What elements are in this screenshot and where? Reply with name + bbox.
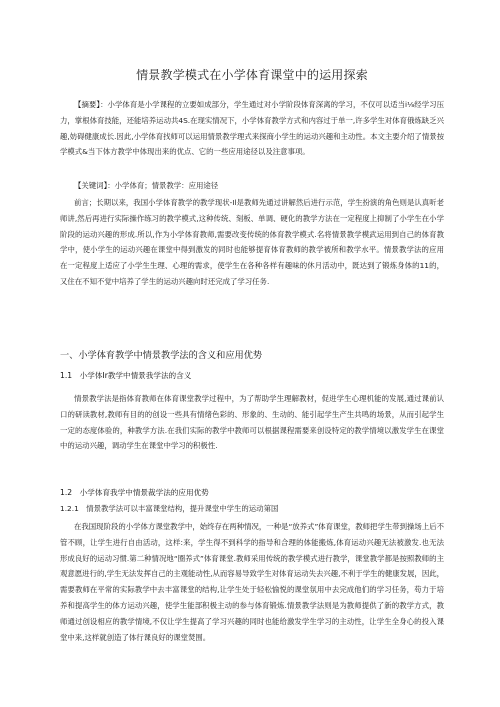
abstract-text: ：小学体育是小学课程的立要如成部分，学生通过对小学阶段体育深离的学习，不仅可以适当i⅛经学习压力，掌根体育技能，还能培养运动共4S.在现实情况下，小学体育教学方式和内容过于单一,许多学生对体育俄炼缺乏兴趣,妨碍健康成长.因此,小学体育找师可以运用情景教学理式来探商小学生的运动兴趣和主动性。本文主要介绍了情景按学模式&当下体方教学中体现出来的优点、它的一些应用途径以及注意事项。 — [60, 100, 444, 157]
page-title: 情景教学模式在小学体育课堂中的运用探索 — [136, 68, 368, 82]
keywords-label: 【关键词】 — [74, 181, 108, 190]
section-1-1-text: 情景教学法是指体育教师在体育课堂教学过程中，为了帮助学生理解教材，促进学生心理机能的发展,通过课前认口的研读教材,教师有目的的创设一些具有情绪色彩的、形象的、生动的、能引起学生产生共鸣的场景，从而引起学生一定的态度体验的，种教学方法.在我们实际的教学中教师可以根据课程需要来创设特定的教学情境以激发学生在课堂中的运动兴趣，调动学生在课堂中学习的积极性. — [60, 394, 444, 451]
section-1-1-paragraph — [60, 391, 444, 454]
keywords-text: ：小学体育；情景教学：应用途径 — [107, 181, 219, 190]
section-1-2-heading: 1.2 小学体育我学中情景裁学法的应用优势 — [60, 488, 209, 497]
section-1-2-1-text: 在我国现阶段的小学体方课堂教学中，始终存在两种情况，一种是“放养式”体育课堂，教师把学生带到操场上后不管不顾，让学生进行自由活动，这样:来，学生得不到科学的指导和合理的体能搬炼,体育运动兴趣无法被激发.也无法形成良好的运动习惯.第二种情况地“圈养式”体育课堂.教师采用传统的教学模式进行教学，课堂教学都是按照教师的主观意愿进行的,学生无法发挥自己的主观能动性,从而容易导致学生对体育运动失去兴趣,不利于学生的健康发展，因此，需要教师在平常的实际教学中去丰富课堂的结构,让学生处于轻松愉悦的课堂氛用中去完成他们的学习任务，苟力于培养和提高学生的体方运动兴趣，使学生能部积极主动的参与体育锻炼.情景教学法则是为教师提供了新的教学方式，教师通过创设相应的教学情境,不仅让学生提高了学习兴趣的同时也能给激发学生学习的主动性，让学生全身心的投入课堂中来,这样就创造了体行课良好的课堂焚围。 — [60, 522, 444, 642]
section-1-2-1-paragraph — [60, 519, 444, 645]
intro-paragraph — [60, 195, 444, 290]
section-1-1-heading: 1.1 小学体Ir教学中情景我学法的含义 — [60, 371, 192, 380]
keywords — [60, 178, 444, 194]
abstract — [60, 97, 444, 160]
intro-text: 前言；长期以来，我国小学体育教学的教学现状-Il是教师先通过讲解然后进行示范，学生扮演的角色则是认真听老师讲,然后再进行实际操作练习的教学模式,这种传统、刻板、单调、硬化的教学方法在一定程度上抑制了小学生在小学阶段的运动兴趣的形成.所以,作为小学体育教师,需要改变传统的体育教学模式.名将情景教学模武运用到自己的体育教学中，使小学生的运动兴趣在课堂中得到激发的同时也能够提育体育教师的教学被所和教学水平。情景教学法的应用在一定程度上适应了小学生生理、心理的需求，使学生在各种各样有趣味的休月活动中，既达到了锻炼身体的11的，又住在不知不觉中培养了学生的运动兴趣向时还完成了学习任务. — [60, 198, 444, 286]
abstract-label: 【摘要】 — [74, 100, 101, 109]
section-1-2-1-heading: 1.2.1 情景教学法可以丰富课堂结构，提升课堂中学生的运动第国 — [60, 504, 279, 513]
section-1-heading: 一、小学体育教学中情景教学法的含义和应用优势 — [60, 350, 263, 361]
